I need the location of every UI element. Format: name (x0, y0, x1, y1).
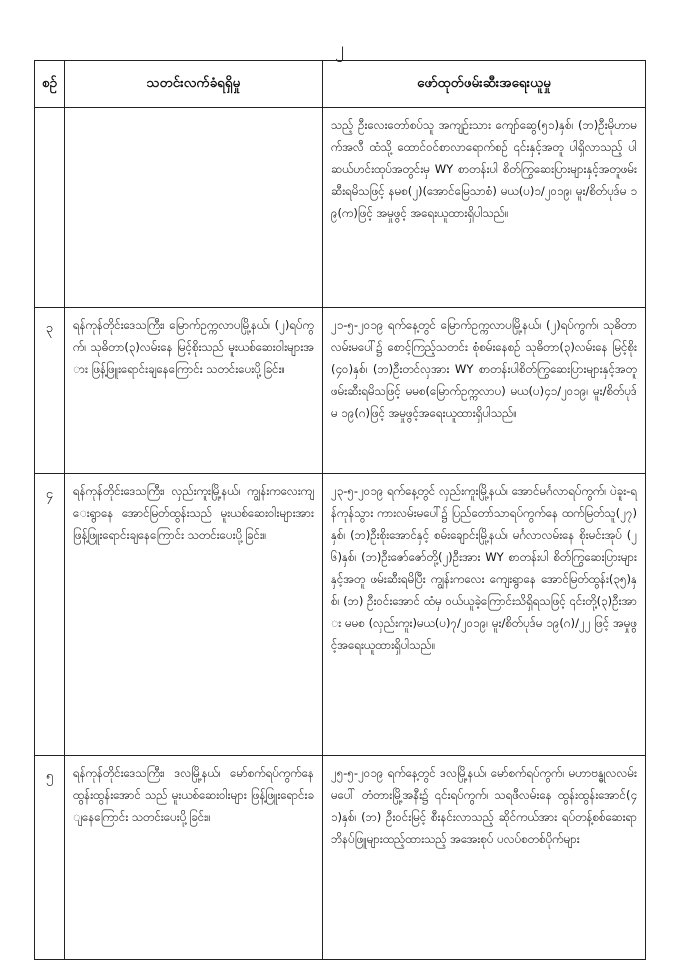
row-news-text: ရန်ကုန်တိုင်းဒေသကြီး၊ ဒလမြို့နယ်၊ မော်စက်ရပ်ကွက်နေ ထွန်းထွန်းအောင် သည် မူးယစ်ဆေးဝါးများ ဖြန့်ဖြူးရောင်းချနေကြောင်း သတင်းပေးပို့ခြင်း။ (65, 756, 323, 960)
header-serial-no: စဉ် (35, 61, 65, 108)
table-row (35, 474, 646, 756)
table-row (35, 308, 646, 474)
row-serial-no: ၄ (35, 474, 65, 756)
page-number: ၂ (335, 38, 344, 59)
row-action-text: ၂၁-၅-၂၀၁၉ ရက်နေ့တွင် မြောက်ဥက္ကလာပမြို့နယ်၊ (၂)ရပ်ကွက်၊ သုဓိတာလမ်းမပေါ်၌ စောင့်ကြည့်သတင်း စုံစမ်းနေစဉ် သုဓိတာ(၃)လမ်းနေ မြင့်စိုး(၄၀)နှစ်၊ (ဘ)ဦးတင်လှအား WY စာတန်းပါစိတ်ကြွဆေးပြားများနှင့်အတူ ဖမ်းဆီးရမိသဖြင့် မမစ(မြောက်ဥက္ကလာပ) မယ(ပ)၄၁/၂၀၁၉၊ မူး/စိတ်ပုဒ်မ ၁၉(ဂ)ဖြင့် အမှုဖွင့်အရေးယူထားရှိပါသည်။ (323, 308, 646, 474)
row-serial-no: ၃ (35, 308, 65, 474)
table-header-row (35, 61, 646, 108)
table-row (35, 108, 646, 308)
row-news-text (65, 108, 323, 308)
records-table (34, 60, 646, 960)
table-row (35, 756, 646, 960)
row-news-text: ရန်ကုန်တိုင်းဒေသကြီး၊ မြောက်ဥက္ကလာပမြို့နယ်၊ (၂)ရပ်ကွက်၊ သုဓိတာ(၃)လမ်းနေ မြင့်စိုးသည် မူးယစ်ဆေးဝါးများအား ဖြန့်ဖြူးရောင်းချနေကြောင်း သတင်းပေးပို့ခြင်း။ (65, 308, 323, 474)
row-news-text: ရန်ကုန်တိုင်းဒေသကြီး၊ လှည်းကူးမြို့နယ်၊ ကျွန်းကလေးကျေးရွာနေ အောင်မြတ်ထွန်းသည် မူးယစ်ဆေးဝါးများအား ဖြန့်ဖြူးရောင်းချနေကြောင်း သတင်းပေးပို့ခြင်း။ (65, 474, 323, 756)
row-action-text: သည့် ဦးလေးတော်စပ်သူ အကျဉ်းသား ကျော်ဆွေ(၅၁)နှစ်၊ (ဘ)ဦးမိုဟာမက်အလီ ထံသို့ ထောင်ဝင်စာလာရောက်စဉ် ၎င်းနှင့်အတူ ပါရှိလာသည့် ပါဆယ်ဟင်းထုပ်အတွင်းမှ WY စာတန်းပါ စိတ်ကြွဆေးပြားများနှင့်အတူဖမ်းဆီးရမိသဖြင့် နမစ(၂)(အောင်မြေသာစံ) မယ(ပ)၁/၂၀၁၉၊ မူး/စိတ်ပုဒ်မ ၁၉(က)ဖြင့် အမှုဖွင့် အရေးယူထားရှိပါသည်။ (323, 108, 646, 308)
row-action-text: ၂၅-၅-၂၀၁၉ ရက်နေ့တွင် ဒလမြို့နယ်၊ မော်စက်ရပ်ကွက်၊ မဟာဗန္ဓုလလမ်းမပေါ် တံတားမြို့အနီး၌ ၎င်းရပ်ကွက်၊ သရဖီလမ်းနေ ထွန်းထွန်းအောင်(၄၁)နှစ်၊ (ဘ) ဦးဝင်းမြင့် စီးနင်းလာသည့် ဆိုင်ကယ်အား ရပ်တန့်စစ်ဆေးရာ ဘိနပ်ဖြူများထည့်ထားသည့် အအေးစုပ် ပလပ်စတစ်ပိုက်များ (323, 756, 646, 960)
header-arrest-action: ဖော်ထုတ်ဖမ်းဆီးအရေးယူမှု (323, 61, 646, 108)
row-serial-no (35, 108, 65, 308)
header-news-received: သတင်းလက်ခံရရှိမှု (65, 61, 323, 108)
row-action-text: ၂၃-၅-၂၀၁၉ ရက်နေ့တွင် လှည်းကူးမြို့နယ်၊ အောင်မင်္ဂလာရပ်ကွက်၊ ပဲခူး-ရန်ကုန်သွား ကားလမ်းမပေါ်၌ ပြည်တော်သာရပ်ကွက်နေ ထက်မြတ်သူ(၂၇)နှစ်၊ (ဘ)ဦးစိုးအောင်နှင့် စမ်းချောင်းမြို့နယ်၊ မင်္ဂလာလမ်းနေ စိုးမင်းအုပ် (၂၆)နှစ်၊ (ဘ)ဦးဇော်ဇော်တို့(၂)ဦးအား WY စာတန်းပါ စိတ်ကြွဆေးပြားများနှင့်အတူ ဖမ်းဆီးရမိပြီး ကျွန်းကလေး ကျေးရွာနေ အောင်မြတ်ထွန်း(၃၅)နှစ်၊ (ဘ) ဦးဝင်းအောင် ထံမှ ဝယ်ယူခဲ့ကြောင်းသိရှိရသဖြင့် ၎င်းတို့(၃)ဦးအား မမစ (လှည်းကူး)မယ(ပ)၇/၂၀၁၉၊ မူး/စိတ်ပုဒ်မ ၁၉(ဂ)/၂၂ ဖြင့် အမှုဖွင့်အရေးယူထားရှိပါသည်။ (323, 474, 646, 756)
row-serial-no: ၅ (35, 756, 65, 960)
